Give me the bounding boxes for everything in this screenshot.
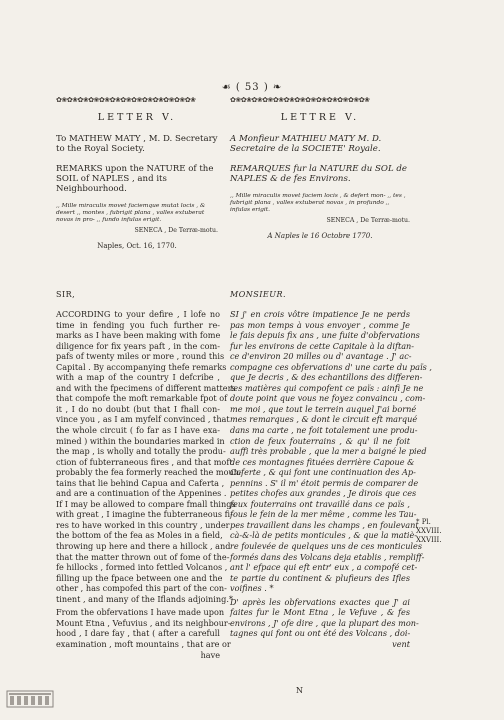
text-line: Caferte , & qui font une continuation des Ap- xyxy=(230,467,416,478)
text-line: ant l' efpace qui eft entr' eux , a compofé cet- xyxy=(230,562,418,573)
text-line: pes travaillent dans les champs , en foulevant xyxy=(230,519,419,530)
text-line: que Je decris , & des echantillons des differen- xyxy=(230,372,423,383)
fleuron-right-icon: ❧ xyxy=(272,82,283,93)
remarks-heading-french: REMARQUES fur la NATURE du SOL de NAPLES & de fes Environs. xyxy=(230,164,407,184)
salutation-english: SIR, xyxy=(56,290,76,299)
text-line: From the obfervations I have made upon xyxy=(56,607,225,618)
text-line: SI j' en crois vôtre impatience Je ne perds xyxy=(230,309,410,319)
text-line: me moi , que tout le terrein auquel J'ai borné xyxy=(230,403,417,414)
remarks-heading-english: REMARKS upon the NATURE of the SOIL of NAPLES , and its Neighbourhood. xyxy=(56,164,214,194)
letter-title-french: LETTRE V. xyxy=(280,112,360,123)
date-french: A Naples le 16 Octobre 1770. xyxy=(267,232,373,240)
text-line: time in fending you fuch further re- xyxy=(56,319,220,330)
text-line: the bottom of the fea as Moles in a field, xyxy=(56,530,223,541)
text-line: ction of fubterraneous fires , and that moft xyxy=(56,456,233,467)
page-number: ☙ ( 53 ) ❧ xyxy=(221,82,283,93)
text-line: with great , I imagine the fubterraneous fi- xyxy=(56,509,233,520)
text-line: auffi très probable , que la mer a baigné le pied xyxy=(230,446,427,457)
english-paragraph xyxy=(56,309,242,604)
french-header xyxy=(230,112,410,240)
text-line: faites fur le Mont Etna , le Vefuve , & fes xyxy=(230,607,410,618)
text-line: ction de feux fouterrains , & qu' il ne foit xyxy=(230,435,410,446)
english-header xyxy=(56,112,218,250)
text-line: ce d'environ 20 milles ou d' avantage . J' ac- xyxy=(230,351,412,362)
text-line: that compofe the moft remarkable fpot of xyxy=(56,393,228,404)
text-line: res to have worked in this country , under xyxy=(56,519,230,530)
text-line: marks as I have been making with fome xyxy=(56,330,221,341)
text-line: compagne ces obfervations d' une carte du païs , xyxy=(230,361,432,372)
text-line: fe hillocks , formed into fettled Volcanos , xyxy=(56,562,228,573)
text-line: mes remarques , & dont le circuit eft marqué xyxy=(230,414,418,425)
text-line: fous le fein de la mer même , comme les Tau- xyxy=(230,509,417,520)
fleuron-left-icon: ☙ xyxy=(221,82,232,93)
marginal-plate-note: * Pl. XXVIII. XXVIII. xyxy=(416,518,442,544)
text-line: de ces montagnes fituées derrière Capoue & xyxy=(230,456,415,467)
text-line: the whole circuit ( fo far as I have exa- xyxy=(56,425,220,436)
text-line: throwing up here and there a hillock , and xyxy=(56,541,231,552)
text-line: formés dans des Volcans deja etablis , rempliff- xyxy=(230,551,425,562)
text-line: probably the fea formerly reached the moun- xyxy=(56,467,242,478)
text-line: ACCORDING to your defire , I lofe no xyxy=(56,309,220,319)
address-english: To MATHEW MATY , M. D. Secretary to the Royal Society. xyxy=(56,134,218,154)
text-line: tes matières qui compofent ce païs : ainfi Je ne xyxy=(230,382,424,393)
text-line: with a map of the country I defcribe , xyxy=(56,372,220,383)
epigraph-french: ,, Mille miraculis movet faciem locis , & defert mon- ,, tes , fubrigit plana , valles extuberat novas , in profundo ,, infulas erigit. xyxy=(230,193,406,213)
english-body xyxy=(56,290,242,660)
text-line: Capital . By accompanying thefe remarks xyxy=(56,361,227,372)
text-line: environs , J' ofe dire , que la plupart des mon- xyxy=(230,617,419,628)
text-line: le fais depuis fix ans , une fuite d'obfervations xyxy=(230,330,420,341)
signature-mark: N xyxy=(296,686,303,695)
text-line: Mount Etna , Vefuvius , and its neighbour- xyxy=(56,617,231,628)
text-line: filling up the fpace between one and the xyxy=(56,572,223,583)
date-english: Naples, Oct. 16, 1770. xyxy=(97,242,177,250)
text-line: doute point que vous ne foyez convaincu , com- xyxy=(230,393,426,404)
text-line: tinent , and many of the Iflands adjoining.* xyxy=(56,593,233,604)
text-line: that the matter thrown out of fome of the- xyxy=(56,551,230,562)
text-line: petites chofes aux grandes , Je dirois que ces xyxy=(230,488,417,499)
text-line: cà-&-là de petits monticules , & que la matiè- xyxy=(230,530,418,541)
text-line: the map , is wholly and totally the produ- xyxy=(56,446,226,457)
text-line: vince you , as I am myfelf convinced , that xyxy=(56,414,230,425)
catchword-english: have xyxy=(200,649,220,660)
text-line: feux fouterrains ont travaillé dans ce païs , xyxy=(230,498,410,509)
text-line: voifines . * xyxy=(230,583,274,594)
text-line: tagnes qui font ou ont été des Volcans , doi- xyxy=(230,628,411,639)
text-line: pafs of twenty miles or more , round this xyxy=(56,351,225,362)
epigraph-source-english: SENECA , De Terræ-motu. xyxy=(134,227,218,234)
ornament-band-right: ✿❀✿❀✿❀✿❀✿❀✿❀✿❀✿❀✿❀✿❀✿❀✿❀✿❀ xyxy=(230,96,370,104)
text-line: dans ma carte , ne foit totalement une produ- xyxy=(230,425,418,436)
text-line: If I may be allowed to compare fmall things xyxy=(56,498,236,509)
english-paragraph-2 xyxy=(56,607,231,649)
text-line: re foulevée de quelques uns de ces monticules xyxy=(230,541,423,552)
text-line: it , I do no doubt (but that I fhall con- xyxy=(56,403,220,414)
french-paragraph-2 xyxy=(230,596,419,639)
text-line: mined ) within the boundaries marked in xyxy=(56,435,225,446)
text-line: and with the fpecimens of different matters xyxy=(56,382,236,393)
ornament-band-left: ✿❀✿❀✿❀✿❀✿❀✿❀✿❀✿❀✿❀✿❀✿❀✿❀✿❀ xyxy=(56,96,196,104)
text-line: pas mon temps à vous envoyer , comme Je xyxy=(230,319,410,330)
library-stamp-icon xyxy=(6,690,54,708)
letter-title-english: LETTER V. xyxy=(97,112,177,123)
address-french: A Monfieur MATHIEU MATY M. D. Secretaire de la SOCIETE' Royale. xyxy=(230,134,382,154)
text-line: fur les environs de cette Capitale à la diftan- xyxy=(230,340,415,351)
catchword-french: vent xyxy=(392,638,410,649)
epigraph-source-french: SENECA , De Terræ-motu. xyxy=(326,217,410,224)
text-line: examination , moft mountains , that are or xyxy=(56,638,231,649)
epigraph-english: ,, Mille miraculis movet faciemque mutat locis , & desert ,, montes , fubrigit plana , valles extuberat novas in pro- ,, fundo infulas erigit. xyxy=(56,203,206,223)
text-line: D' après les obfervations exactes que J' ai xyxy=(230,596,410,607)
text-line: and are a continuation of the Appenines . xyxy=(56,488,227,499)
text-line: diligence for fix years paft , in the com- xyxy=(56,340,220,351)
text-line: other , has compofed this part of the con- xyxy=(56,583,227,594)
text-line: hood , I dare fay , that ( after a carefull xyxy=(56,628,220,639)
text-line: tains that lie behind Capua and Caferta , xyxy=(56,477,225,488)
salutation-french: MONSIEUR. xyxy=(230,290,287,299)
text-line: te partie du continent & plufieurs des Ifles xyxy=(230,572,410,583)
text-line: pennins . S' il m' étoit permis de comparer de xyxy=(230,477,419,488)
